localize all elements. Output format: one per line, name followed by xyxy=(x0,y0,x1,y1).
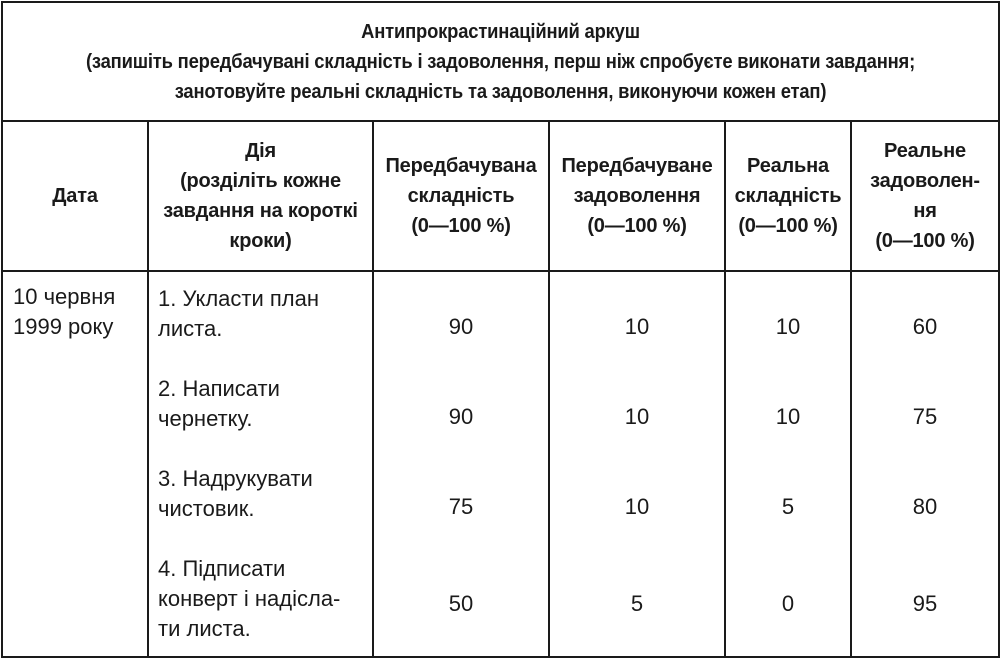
step-1-line-2: листа. xyxy=(158,316,223,341)
steps-cell xyxy=(148,271,373,657)
column-header-real-satisfaction-line-2: задоволен- xyxy=(870,170,980,192)
column-header-action-line-3: завдання на короткі xyxy=(163,200,358,222)
predicted-difficulty-value: 50 xyxy=(448,591,474,616)
column-header-real-difficulty-line-3: (0—100 %) xyxy=(738,215,838,237)
real-satisfaction-value: 75 xyxy=(912,404,938,429)
column-header-real-satisfaction xyxy=(851,121,999,271)
column-header-real-difficulty-line-1: Реальна xyxy=(747,155,829,177)
column-header-predicted-difficulty xyxy=(373,121,549,271)
date-line-2: 1999 року xyxy=(13,314,114,339)
real-difficulty-cell xyxy=(725,271,851,657)
step-3-line-1: 3. Надрукувати xyxy=(158,466,313,491)
real-difficulty-value: 10 xyxy=(775,404,801,429)
antiprocrastination-table xyxy=(1,1,1000,658)
predicted-satisfaction-cell xyxy=(549,271,725,657)
step-2-line-1: 2. Написати xyxy=(158,376,280,401)
column-header-predicted-difficulty-line-3: (0—100 %) xyxy=(411,215,511,237)
real-difficulty-value: 10 xyxy=(775,314,801,339)
column-header-action-line-2: (розділіть кожне xyxy=(180,170,341,192)
predicted-satisfaction-value: 10 xyxy=(624,314,650,339)
predicted-satisfaction-value: 10 xyxy=(624,494,650,519)
column-header-real-difficulty-line-2: складність xyxy=(734,185,842,207)
date-cell xyxy=(2,271,148,657)
column-header-real-satisfaction-line-3: ня xyxy=(913,200,937,222)
real-satisfaction-cell xyxy=(851,271,999,657)
column-header-predicted-satisfaction xyxy=(549,121,725,271)
date-line-1: 10 червня xyxy=(13,284,116,309)
column-header-action xyxy=(148,121,373,271)
predicted-satisfaction-value: 5 xyxy=(630,591,644,616)
column-header-date-label: Дата xyxy=(52,185,98,207)
table-subtitle-line-2: занотовуйте реальні складність та задоволення, виконуючи кожен етап) xyxy=(174,80,827,103)
step-4-line-2: конверт і надісла- xyxy=(158,586,341,611)
predicted-difficulty-value: 90 xyxy=(448,314,474,339)
column-header-predicted-satisfaction-line-2: задоволення xyxy=(573,185,701,207)
column-header-predicted-satisfaction-line-3: (0—100 %) xyxy=(587,215,687,237)
step-3-line-2: чистовик. xyxy=(158,496,255,521)
column-header-real-satisfaction-line-1: Реальне xyxy=(884,140,966,162)
table-title-cell xyxy=(42,2,959,121)
step-item xyxy=(158,464,368,554)
column-header-action-line-4: кроки) xyxy=(229,230,292,252)
table-row xyxy=(2,271,999,657)
predicted-difficulty-value: 90 xyxy=(448,404,474,429)
column-header-real-satisfaction-line-4: (0—100 %) xyxy=(875,230,975,252)
step-4-line-1: 4. Підписати xyxy=(158,556,286,581)
predicted-difficulty-value: 75 xyxy=(448,494,474,519)
step-1-line-1: 1. Укласти план xyxy=(158,286,320,311)
column-header-real-difficulty xyxy=(725,121,851,271)
real-satisfaction-value: 60 xyxy=(912,314,938,339)
column-header-predicted-difficulty-line-1: Передбачувана xyxy=(385,155,537,177)
step-item xyxy=(158,284,368,374)
real-difficulty-value: 0 xyxy=(781,591,795,616)
predicted-difficulty-cell xyxy=(373,271,549,657)
table-subtitle-line-1: (запишіть передбачувані складність і задоволення, перш ніж спробуєте виконати завдання; xyxy=(85,50,916,73)
step-2-line-2: чернетку. xyxy=(158,406,253,431)
step-item xyxy=(158,554,368,644)
step-4-line-3: ти листа. xyxy=(158,616,251,641)
table-title: Антипрокрастинаційний аркуш xyxy=(361,20,640,43)
column-header-date xyxy=(2,121,148,271)
real-satisfaction-value: 80 xyxy=(912,494,938,519)
step-item xyxy=(158,374,368,464)
predicted-satisfaction-value: 10 xyxy=(624,404,650,429)
real-difficulty-value: 5 xyxy=(781,494,795,519)
column-header-predicted-satisfaction-line-1: Передбачуване xyxy=(561,155,713,177)
column-header-action-line-1: Дія xyxy=(245,140,276,162)
real-satisfaction-value: 95 xyxy=(912,591,938,616)
column-header-predicted-difficulty-line-2: складність xyxy=(407,185,515,207)
